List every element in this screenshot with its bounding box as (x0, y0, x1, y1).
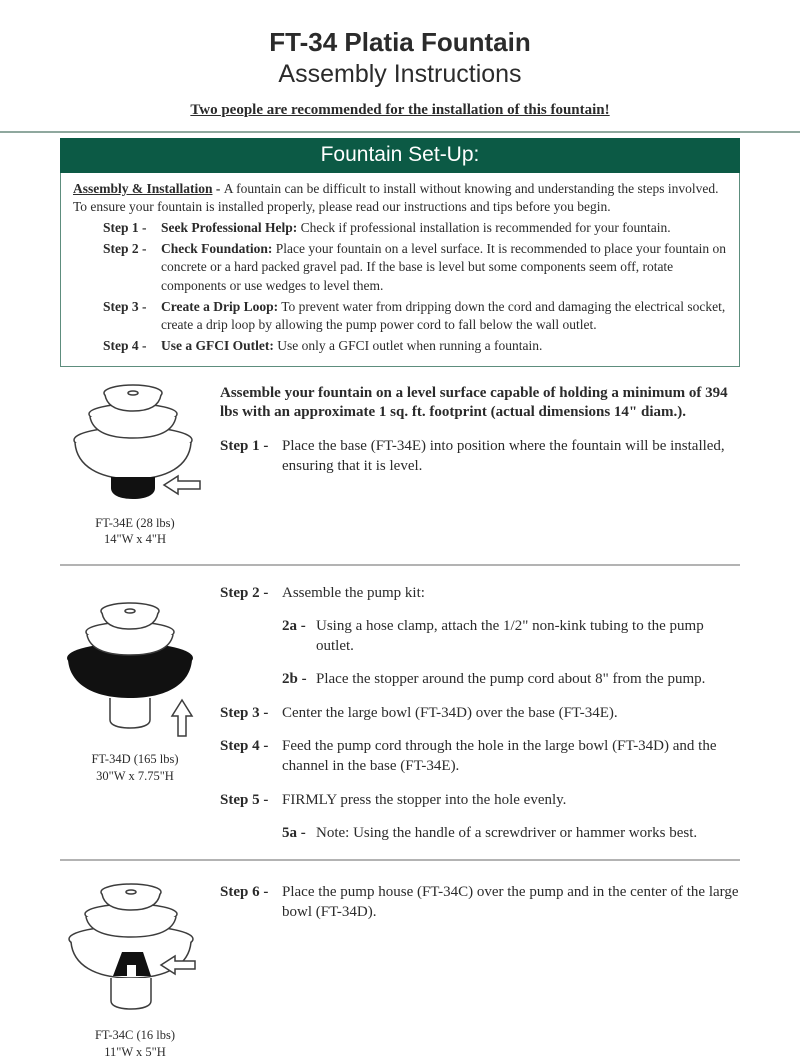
setup-step-bold: Seek Professional Help: (161, 220, 298, 236)
setup-step-3 (103, 298, 727, 334)
setup-box (60, 138, 740, 367)
setup-step-bold: Create a Drip Loop: (161, 298, 279, 314)
substep-text: Note: Using the handle of a screwdriver or hammer works best. (316, 824, 698, 841)
highlighted-base-part (111, 477, 155, 499)
setup-step-label: Step 4 - (103, 338, 147, 354)
setup-box-title: Fountain Set-Up: (60, 138, 740, 173)
section-pump-and-bowl (60, 582, 740, 843)
step-3-row (220, 704, 740, 724)
doc-header (0, 0, 800, 119)
step-label: Step 4 - (220, 738, 269, 755)
step-2-row (220, 584, 740, 604)
step-text: Assemble the pump kit: (282, 585, 425, 602)
setup-intro-text: A fountain can be difficult to install without knowing and understanding the steps involved. To ensure your fountain is installed properly, please read our instructions and tips before you begin. (73, 180, 719, 214)
page-title: FT-34 Platia Fountain (269, 27, 531, 57)
setup-intro (73, 180, 727, 216)
section-pump-house (60, 877, 740, 1061)
fountain-bowl-illustration (65, 596, 205, 738)
setup-step-label: Step 3 - (103, 298, 147, 314)
figure-caption-line1: FT-34C (16 lbs) (94, 1028, 176, 1043)
step-5-row (220, 791, 740, 811)
arrow-up-icon (172, 700, 192, 736)
surface-requirement-text: Assemble your fountain on a level surface capable of holding a minimum of 394 lbs with an approximate 1 sq. ft. footprint (actual dimensions 14" diam.). (220, 384, 728, 421)
step-label: Step 6 - (220, 884, 269, 901)
step-text: Feed the pump cord through the hole in the large bowl (FT-34D) and the channel in the base (FT-34E). (282, 738, 717, 775)
fountain-pump-house-illustration (61, 879, 209, 1014)
figure-caption-line1: FT-34E (28 lbs) (95, 515, 175, 530)
setup-step-text: Place your fountain on a level surface. It is recommended to place your fountain on concrete or a hard packed gravel pad. If the base is level but some components seem off, rotate components or use wedges to level them. (161, 241, 727, 293)
figure-caption-line2: 30"W x 7.75"H (96, 769, 174, 784)
step-text: Place the pump house (FT-34C) over the pump and in the center of the large bowl (FT-34D). (282, 884, 739, 921)
section-base-placement (60, 382, 740, 549)
setup-step-text: To prevent water from dripping down the cord and damaging the electrical socket, create a drip loop by allowing the pump power cord to fall below the wall outlet. (161, 298, 726, 333)
setup-step-text: Check if professional installation is recommended for your fountain. (297, 220, 671, 236)
arrow-left-icon (164, 476, 200, 494)
section-base-text (210, 382, 740, 549)
setup-step-bold: Check Foundation: (161, 241, 273, 257)
step-text: FIRMLY press the stopper into the hole evenly. (282, 791, 567, 808)
page-subtitle: Assembly Instructions (278, 59, 522, 88)
step-text: Center the large bowl (FT-34D) over the base (FT-34E). (282, 704, 618, 721)
figure-caption (60, 1027, 210, 1061)
substep-label: 5a - (282, 824, 306, 841)
setup-box-body (60, 173, 740, 367)
figure-caption (60, 515, 210, 549)
step-4-row (220, 737, 740, 777)
top-rule (0, 131, 800, 133)
fountain-base-illustration (68, 382, 203, 502)
installation-note: Two people are recommended for the installation of this fountain! (190, 101, 610, 118)
setup-step-1 (103, 219, 727, 237)
section-pump-house-text (210, 877, 740, 1061)
setup-intro-label: Assembly & Installation (73, 180, 213, 196)
substep-text: Using a hose clamp, attach the 1/2" non-kink tubing to the pump outlet. (316, 618, 704, 654)
setup-step-label: Step 1 - (103, 220, 147, 236)
step-5a-row (282, 824, 740, 844)
setup-step-bold: Use a GFCI Outlet: (161, 338, 274, 354)
step-label: Step 5 - (220, 791, 269, 808)
step-1-row (220, 437, 740, 477)
figure-caption-line2: 14"W x 4"H (103, 532, 167, 547)
section-pump-text (210, 582, 740, 843)
figure-ft34d (60, 582, 210, 843)
step-2a-row (282, 617, 740, 657)
section-divider-2 (60, 859, 740, 861)
setup-step-text: Use only a GFCI outlet when running a fountain. (273, 338, 543, 354)
step-label: Step 2 - (220, 585, 269, 602)
highlighted-bowl-body (68, 660, 192, 698)
step-label: Step 1 - (220, 438, 269, 455)
substep-label: 2b - (282, 670, 307, 687)
figure-caption-line2: 11"W x 5"H (104, 1045, 166, 1060)
setup-step-2 (103, 240, 727, 295)
substep-label: 2a - (282, 618, 306, 635)
setup-intro-separator: - (212, 180, 224, 196)
substep-text: Place the stopper around the pump cord about 8" from the pump. (316, 670, 706, 687)
setup-step-4 (103, 337, 727, 355)
figure-ft34e (60, 382, 210, 549)
section-divider-1 (60, 564, 740, 566)
figure-ft34c (60, 877, 210, 1061)
step-6-row (220, 883, 740, 923)
figure-caption-line1: FT-34D (165 lbs) (91, 752, 179, 767)
step-label: Step 3 - (220, 704, 269, 721)
figure-caption (60, 751, 210, 785)
step-2b-row (282, 670, 740, 690)
setup-step-label: Step 2 - (103, 241, 147, 257)
step-text: Place the base (FT-34E) into position where the fountain will be installed, ensuring that it is level. (282, 438, 725, 474)
